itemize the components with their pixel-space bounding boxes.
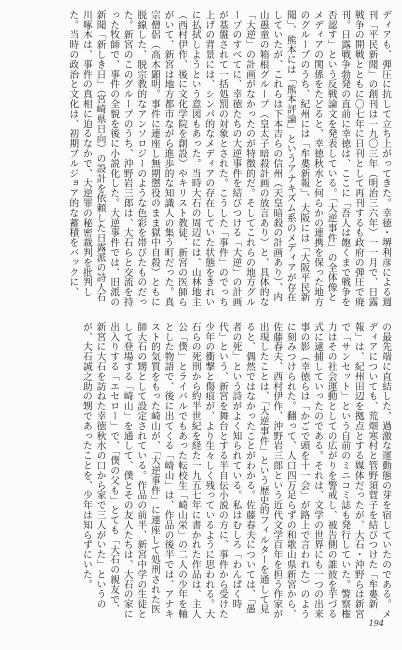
lower-text-block: の最先端に直結した、過激な運動態の芽を宿していたのである。メディアについても、荒畑寒村と管野須賀子を結びつけた「牟婁新報」は、紀州田辺を拠点とする媒体だったが、大石・沖野らは新宮で「サンセット」という自前のミニコミ誌も発行していた。警察権力はその社会運動としての広がりを警戒し、被告側の誰彼を芋づる式に逮捕していったのである。それは、文学の世界にも一つの出来事の影（幸徳らは「かごで頭を十一会」が路上で言われた）のように刻みつけられた。翻って、人口四万足らずの和歌山県新宮から、佐藤春夫、西村伊作、沖野岩三郎という近代文学百年を担う作家が出現したことは、「大逆事件」という歴史的フィルターを通して見ると、偶然ではなかったことがわかる。佐藤春夫については、「愚者の死」という詩がよく知られている。私はむしろ「わんぱく時代」という、新宮を舞台とする半自伝小説の方に、事件から受けた少年の衝撃と傷痕が、より生々しく残っているように思われる。大石らの死刑から約半世紀を経た一九五七年に書かれた作品は、主人公「僕」とライバルでもあった転校生「崎山栄」の二人の少年を軸とした物語で、後に出てくる「崎山」は、作品の後半では、アナキスト的気質をもった崎山が、「大逆事件」に連座して処刑された医師大石の甥として設定されている。作品の前半、新宮中学の生徒として登場する「崎山」を通して、僕とその友人たちは、大石の家に出入りする「エセロー」で、「僕の父も」とても「大石の親友で、新宮に大石を訪ねた幸徳秋水の口から家で三人がいた」というのが、大石誠之助の甥であったことを、少年は知らずにいた。 <box>80 322 391 619</box>
upper-text-block: ディアも、弾圧に抗して立ち上がってきた。幸徳・堺利彦による週刊「平民新聞」の創刊は一九〇三年（明治三六年）一一月で、日露戦争の開戦とともに〇七年に日刊として再刊するも政府の弾圧で廃刊。日露戦争勃発の直前に幸徳は、ここに「吾人は飽くまで戦争を否認す」という反戦論文を発表している。「大逆事件」の全体像とメディアの関係をたどると、幸徳秋水と何らかの連携を保った地方のグループのうち、紀州には「牟婁新報」、大阪には「大阪平民新聞」、熊本には「熊本評論」というアナキズム系のメディアが存在していたが、これらは下本吉らの信州（天皇暗殺の計画あり）、内山愚童の箱根グループ（皇太子暗殺計画の放言あり）と、具体的な「大逆」の計画がなかったのが特徴的だ。そしてこれらの地方グループのすべてに、幸徳たちの大逆事件を結びつける「大逆」の計画が基盤されて一括処罰の対象とされた。こうした「事件」のでっち上げの背景には、シンパ的なメディアの存在していた状態をきれいに払拭しようという意図もあった。当時大石の周辺には、山林地主（西村伊作、後に文化学院を創設）やキリスト教徒、新宮の医師らがいて、新宮は地方都市ながら進歩的な知識人の集う町だった。真宗僧侶（高木顕明。事件に連座し無期懲役のまま獄中自殺）ともに脱線した、脱宗教的なアンソロジーのような色彩を帯びたものだった。新宮のこのグループのうち、沖野岩三郎は、大石らと交流を持った牧師で、事件の全貌を後に小説化した。大逆事件では、旧派の新聞「新しき日」（宮崎県日向）の設計を依頼した日露派の詩人石川啄木は、事件の真相に迫るなかで、大逆罪の秘密裁判を批判した。当時の政治と文化は、初期ブルジョア的な蓄積をバックに、 <box>67 10 391 307</box>
page-number: 194 <box>368 619 384 628</box>
